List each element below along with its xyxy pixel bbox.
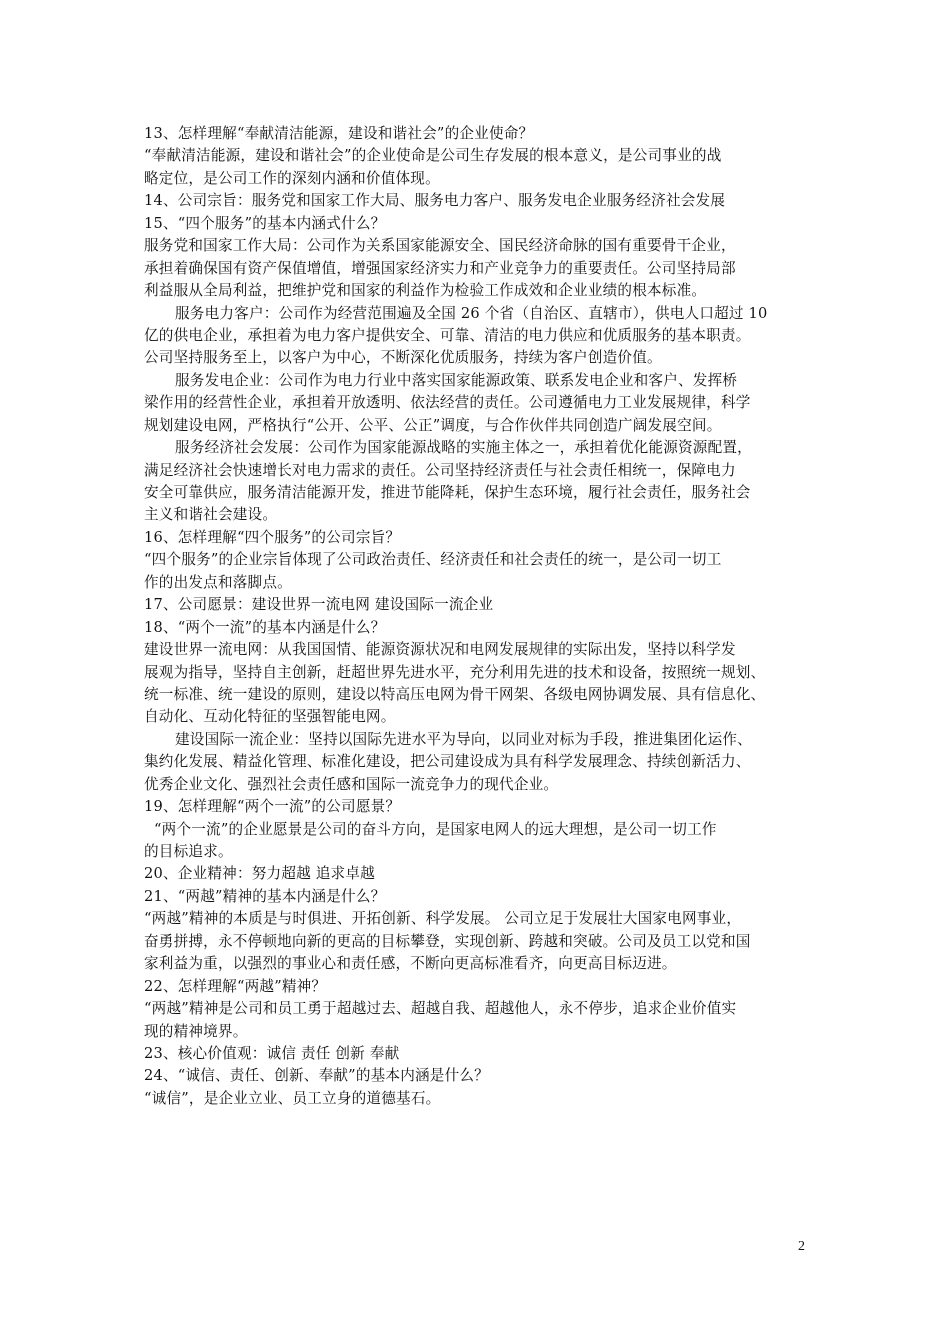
question-18: 18、“两个一流”的基本内涵是什么？ (144, 618, 386, 636)
text-line: 服务党和国家工作大局：公司作为关系国家能源安全、国民经济命脉的国有重要骨干企业， (144, 237, 736, 255)
question-22: 22、怎样理解“两越”精神？ (144, 977, 327, 995)
text-line: 家利益为重，以强烈的事业心和责任感，不断向更高标准看齐，向更高目标迈进。 (144, 955, 677, 973)
text-line: 梁作用的经营性企业，承担着开放透明、依法经营的责任。公司遵循电力工业发展规律，科学 (144, 394, 751, 412)
question-13: 13、怎样理解“奉献清洁能源，建设和谐社会”的企业使命？ (144, 125, 534, 142)
page-number: 2 (798, 1239, 805, 1254)
text-line: 作的出发点和落脚点。 (144, 573, 292, 591)
question-15: 15、“四个服务”的基本内涵式什么？ (144, 214, 386, 232)
text-line: “奉献清洁能源，建设和谐社会”的企业使命是公司生存发展的根本意义，是公司事业的战 (144, 147, 722, 165)
text-line: 建设国际一流企业：坚持以国际先进水平为导向，以同业对标为手段，推进集团化运作、 (175, 730, 752, 748)
heading-company-purpose: 14、公司宗旨：服务党和国家工作大局、服务电力客户、服务发电企业服务经济社会发展 (144, 192, 726, 210)
heading-core-values: 23、核心价值观：诚信 责任 创新 奉献 (144, 1044, 400, 1062)
question-19: 19、怎样理解“两个一流”的公司愿景？ (144, 798, 401, 816)
text-line: 优秀企业文化、强烈社会责任感和国际一流竞争力的现代企业。 (144, 775, 559, 793)
text-line: 建设世界一流电网：从我国国情、能源资源状况和电网发展规律的实际出发，坚持以科学发 (144, 641, 736, 659)
heading-company-vision: 17、公司愿景：建设世界一流电网 建设国际一流企业 (144, 596, 494, 614)
text-line: “四个服务”的企业宗旨体现了公司政治责任、经济责任和社会责任的统一，是公司一切工 (144, 551, 722, 569)
text-line: 奋勇拼搏，永不停顿地向新的更高的目标攀登，实现创新、跨越和突破。公司及员工以党和国 (144, 932, 751, 950)
text-line: 的目标追求。 (144, 843, 233, 860)
text-line: 统一标准、统一建设的原则，建设以特高压电网为骨干网架、各级电网协调发展、具有信息化、 (144, 685, 766, 703)
text-line: “两越”精神的本质是与时俱进、开拓创新、科学发展。 公司立足于发展壮大国家电网事业， (144, 910, 742, 928)
text-line: 服务经济社会发展：公司作为国家能源战略的实施主体之一，承担着优化能源资源配置， (175, 439, 752, 457)
text-line: 主义和谐社会建设。 (144, 506, 278, 524)
text-line: 服务电力客户：公司作为经营范围遍及全国 26 个省（自治区、直辖市），供电人口超过 10 (175, 304, 768, 322)
text-line: 满足经济社会快速增长对电力需求的责任。公司坚持经济责任与社会责任相统一，保障电力 (144, 461, 736, 479)
text-line: 利益服从全局利益，把维护党和国家的利益作为检验工作成效和企业业绩的根本标准。 (144, 282, 707, 300)
question-21: 21、“两越”精神的基本内涵是什么？ (144, 887, 386, 905)
text-line: 亿的供电企业，承担着为电力客户提供安全、可靠、清洁的电力供应和优质服务的基本职责。 (144, 326, 751, 344)
heading-enterprise-spirit: 20、企业精神：努力超越 追求卓越 (144, 865, 375, 883)
text-line: 集约化发展、精益化管理、标准化建设，把公司建设成为具有科学发展理念、持续创新活力、 (144, 753, 751, 771)
text-line: “两个一流”的企业愿景是公司的奋斗方向，是国家电网人的远大理想，是公司一切工作 (154, 820, 717, 838)
text-line: 规划建设电网，严格执行“公开、公平、公正”调度，与合作伙伴共同创造广阔发展空间。 (144, 416, 722, 434)
text-line: 承担着确保国有资产保值增值，增强国家经济实力和产业竞争力的重要责任。公司坚持局部 (144, 259, 736, 277)
text-line: 公司坚持服务至上，以客户为中心，不断深化优质服务，持续为客户创造价值。 (144, 349, 662, 367)
page-body (144, 123, 812, 1110)
question-16: 16、怎样理解“四个服务”的公司宗旨？ (144, 528, 401, 546)
text-line: 略定位，是公司工作的深刻内涵和价值体现。 (144, 169, 440, 187)
text-line: “两越”精神是公司和员工勇于超越过去、超越自我、超越他人，永不停步，追求企业价值实 (144, 1000, 737, 1018)
text-line: 服务发电企业：公司作为电力行业中落实国家能源政策、联系发电企业和客户、发挥桥 (175, 371, 738, 389)
question-24: 24、“诚信、责任、创新、奉献”的基本内涵是什么？ (144, 1067, 489, 1085)
text-line: 现的精神境界。 (144, 1022, 248, 1040)
text-line: 安全可靠供应，服务清洁能源开发，推进节能降耗，保护生态环境，履行社会责任，服务社会 (144, 484, 751, 501)
text-line: 展观为指导，坚持自主创新，赶超世界先进水平，充分利用先进的技术和设备，按照统一规划、 (144, 663, 766, 681)
text-line: 自动化、互动化特征的坚强智能电网。 (144, 708, 396, 726)
text-line: “诚信”，是企业立业、员工立身的道德基石。 (144, 1089, 441, 1107)
